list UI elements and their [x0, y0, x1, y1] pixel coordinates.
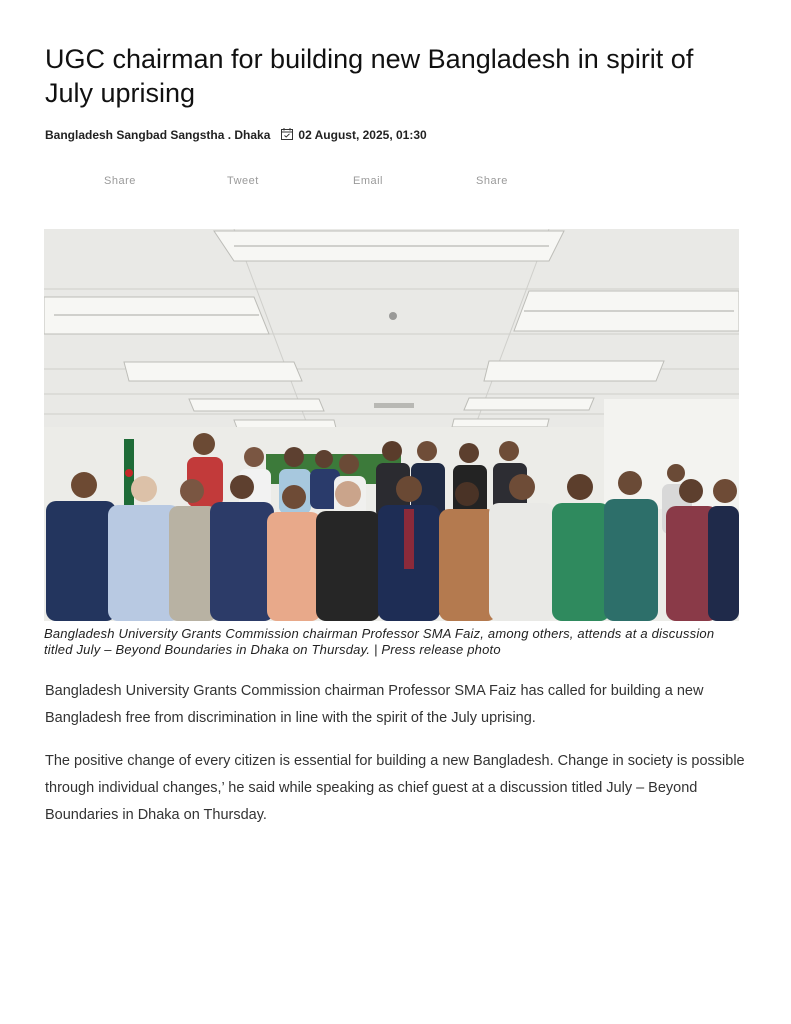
article-date: 02 August, 2025, 01:30	[298, 128, 427, 142]
share-bar	[0, 175, 600, 191]
article-byline	[45, 128, 427, 142]
article-paragraph: Bangladesh University Grants Commission chairman Professor SMA Faiz has called for building a new Bangladesh free from discrimination in line with the spirit of the July uprising.	[45, 683, 704, 726]
article-source: Bangladesh Sangbad Sangstha . Dhaka	[45, 128, 271, 142]
share-more-button[interactable]: Share	[476, 175, 508, 187]
share-email-button[interactable]: Email	[353, 175, 384, 187]
calendar-icon	[281, 128, 293, 140]
article-paragraph: The positive change of every citizen is essential for building a new Bangladesh. Change in society is possible through individual changes,’ he said while speaking as chief guest at a discussion titled July – Beyond Boundaries in Dhaka on Thursday.	[45, 753, 745, 823]
share-twitter-button[interactable]: Tweet	[227, 175, 259, 187]
photo-caption: Bangladesh University Grants Commission chairman Professor SMA Faiz, among others, attends at a discussion titled July – Beyond Boundaries in Dhaka on Thursday. | Press release photo	[44, 626, 715, 657]
article-photo	[44, 229, 739, 621]
article-headline: UGC chairman for building new Bangladesh in spirit of July uprising	[45, 44, 694, 108]
share-facebook-button[interactable]: Share	[104, 175, 136, 187]
